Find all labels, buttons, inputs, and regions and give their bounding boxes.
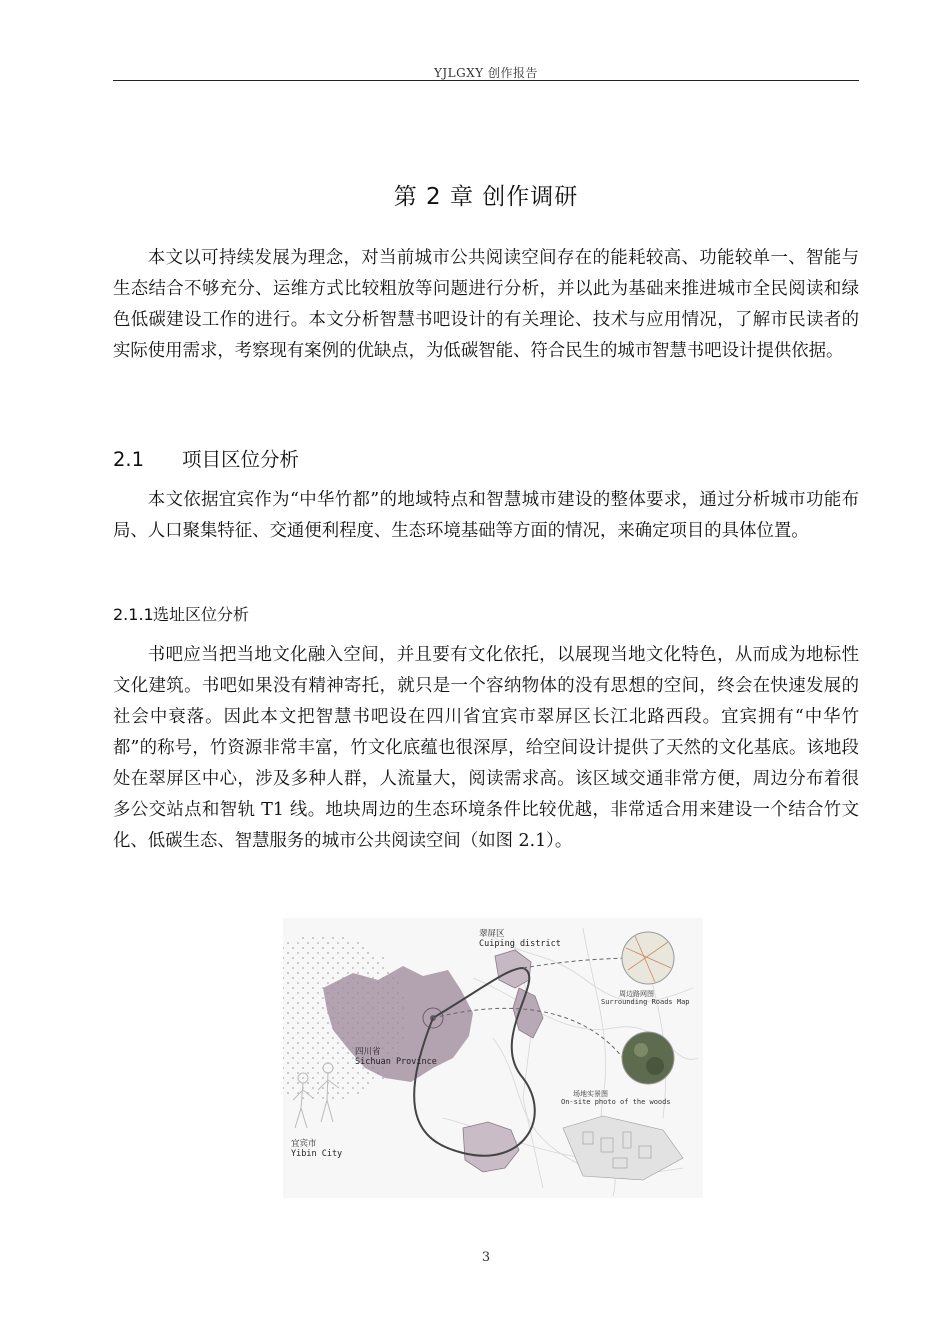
globe-dot (312, 1007, 314, 1009)
globe-dot (292, 1007, 294, 1009)
globe-dot (337, 942, 339, 944)
globe-dot (312, 967, 314, 969)
globe-dot (372, 967, 374, 969)
globe-dot (292, 1087, 294, 1089)
intro-paragraph: 本文以可持续发展为理念，对当前城市公共阅读空间存在的能耗较高、功能较单一、智能与生态结合不够充分、运维方式比较粗放等问题进行分析，并以此为基础来推进城市全民阅读和绿色低碳建设工作的进行。本文分析智慧书吧设计的有关理论、技术与应用情况，了解市民读者的实际使用需求，考察现有案例的优缺点，为低碳智能、符合民生的城市智慧书吧设计提供依据。 (113, 248, 859, 361)
label-roads-en: Surrounding Roads Map (601, 998, 690, 1006)
globe-dot (367, 952, 369, 954)
globe-dot (307, 992, 309, 994)
globe-dot (357, 952, 359, 954)
globe-dot (297, 1072, 299, 1074)
globe-dot (312, 947, 314, 949)
globe-dot (332, 1047, 334, 1049)
globe-dot (287, 1062, 289, 1064)
globe-dot (297, 972, 299, 974)
globe-dot (292, 997, 294, 999)
globe-dot (317, 972, 319, 974)
globe-dot (292, 1077, 294, 1079)
globe-dot (337, 1042, 339, 1044)
globe-dot (327, 1042, 329, 1044)
globe-dot (312, 1047, 314, 1049)
globe-dot (322, 1087, 324, 1089)
globe-dot (347, 972, 349, 974)
globe-dot (302, 1057, 304, 1059)
globe-dot (307, 1042, 309, 1044)
globe-dot (327, 942, 329, 944)
label-sichuan-cn: 四川省 (355, 1047, 381, 1057)
globe-dot (332, 937, 334, 939)
globe-dot (337, 972, 339, 974)
globe-dot (362, 1087, 364, 1089)
globe-dot (317, 1032, 319, 1034)
globe-dot (357, 1072, 359, 1074)
globe-dot (317, 1042, 319, 1044)
globe-dot (317, 992, 319, 994)
globe-dot (327, 1032, 329, 1034)
globe-dot (367, 1082, 369, 1084)
label-yibin-en: Yibin City (291, 1149, 343, 1159)
globe-dot (297, 1042, 299, 1044)
globe-dot (342, 1067, 344, 1069)
globe-dot (317, 952, 319, 954)
globe-dot (307, 1012, 309, 1014)
globe-dot (327, 1022, 329, 1024)
globe-dot (367, 962, 369, 964)
globe-dot (322, 1017, 324, 1019)
globe-dot (362, 967, 364, 969)
globe-dot (327, 972, 329, 974)
globe-dot (287, 1032, 289, 1034)
globe-dot (287, 962, 289, 964)
globe-dot (352, 1077, 354, 1079)
label-cuiping-en: Cuiping district (479, 939, 561, 949)
globe-dot (297, 962, 299, 964)
globe-dot (382, 967, 384, 969)
globe-dot (317, 1002, 319, 1004)
globe-dot (287, 1052, 289, 1054)
globe-dot (342, 967, 344, 969)
globe-dot (377, 962, 379, 964)
subsection-heading (113, 602, 249, 625)
label-site-en: On-site photo of the woods (561, 1098, 671, 1106)
globe-dot (292, 947, 294, 949)
globe-dot (347, 1092, 349, 1094)
site-photo-tree (634, 1043, 648, 1057)
globe-dot (287, 982, 289, 984)
globe-dot (292, 1017, 294, 1019)
globe-dot (332, 977, 334, 979)
globe-dot (337, 962, 339, 964)
globe-dot (287, 1072, 289, 1074)
globe-dot (322, 957, 324, 959)
globe-dot (337, 1082, 339, 1084)
page-number: 3 (481, 1250, 491, 1265)
globe-dot (307, 1072, 309, 1074)
globe-dot (387, 972, 389, 974)
globe-dot (322, 937, 324, 939)
globe-dot (362, 1067, 364, 1069)
section-paragraph: 本文依据宜宾作为“中华竹都”的地域特点和智慧城市建设的整体要求，通过分析城市功能布局、人口聚集特征、交通便利程度、生态环境基础等方面的情况，来确定项目的具体位置。 (113, 490, 859, 541)
globe-dot (317, 942, 319, 944)
globe-dot (307, 942, 309, 944)
globe-dot (367, 972, 369, 974)
globe-dot (332, 1097, 334, 1099)
globe-dot (287, 1002, 289, 1004)
globe-dot (302, 987, 304, 989)
globe-dot (337, 1072, 339, 1074)
globe-dot (307, 1002, 309, 1004)
globe-dot (297, 1002, 299, 1004)
globe-dot (302, 1047, 304, 1049)
chapter-title: 第 2 章 创作调研 (393, 184, 579, 210)
globe-dot (317, 1052, 319, 1054)
globe-dot (357, 1092, 359, 1094)
globe-dot (362, 947, 364, 949)
globe-dot (322, 1077, 324, 1079)
globe-dot (347, 1082, 349, 1084)
running-header: YJLGXY 创作报告 (433, 66, 539, 80)
globe-dot (292, 967, 294, 969)
site-photo-inset (622, 1032, 674, 1084)
globe-dot (307, 1062, 309, 1064)
globe-dot (297, 982, 299, 984)
globe-dot (347, 1052, 349, 1054)
globe-dot (367, 1072, 369, 1074)
globe-dot (302, 1007, 304, 1009)
globe-dot (342, 1047, 344, 1049)
globe-dot (317, 1092, 319, 1094)
globe-dot (327, 1052, 329, 1054)
location-map-illustration (283, 918, 703, 1198)
globe-dot (307, 982, 309, 984)
globe-dot (302, 997, 304, 999)
globe-dot (307, 952, 309, 954)
globe-dot (317, 1062, 319, 1064)
globe-dot (357, 942, 359, 944)
globe-dot (297, 1022, 299, 1024)
globe-dot (292, 987, 294, 989)
globe-dot (307, 972, 309, 974)
globe-dot (297, 1032, 299, 1034)
globe-dot (302, 967, 304, 969)
globe-dot (327, 962, 329, 964)
globe-dot (347, 962, 349, 964)
section-title: 项目区位分析 (182, 448, 300, 471)
globe-dot (332, 1087, 334, 1089)
globe-dot (322, 1027, 324, 1029)
globe-dot (292, 1067, 294, 1069)
globe-dot (287, 1042, 289, 1044)
globe-dot (352, 947, 354, 949)
globe-dot (322, 947, 324, 949)
header-rule (113, 80, 859, 81)
globe-dot (317, 1012, 319, 1014)
globe-dot (317, 1082, 319, 1084)
globe-dot (307, 962, 309, 964)
location-analysis-figure (283, 918, 703, 1198)
globe-dot (332, 1037, 334, 1039)
globe-dot (337, 1052, 339, 1054)
globe-dot (287, 992, 289, 994)
globe-dot (302, 1037, 304, 1039)
globe-dot (352, 957, 354, 959)
label-yibin-cn: 宜宾市 (291, 1139, 317, 1149)
globe-dot (292, 1037, 294, 1039)
globe-dot (292, 1057, 294, 1059)
globe-dot (302, 957, 304, 959)
globe-dot (302, 1077, 304, 1079)
globe-dot (347, 952, 349, 954)
globe-dot (322, 997, 324, 999)
globe-dot (297, 1052, 299, 1054)
globe-dot (342, 957, 344, 959)
globe-dot (312, 1027, 314, 1029)
globe-dot (357, 962, 359, 964)
globe-dot (322, 967, 324, 969)
globe-dot (312, 1057, 314, 1059)
globe-dot (337, 1062, 339, 1064)
globe-dot (312, 1087, 314, 1089)
globe-dot (302, 1017, 304, 1019)
globe-dot (312, 937, 314, 939)
globe-dot (287, 972, 289, 974)
globe-dot (347, 1072, 349, 1074)
globe-dot (312, 997, 314, 999)
globe-dot (297, 992, 299, 994)
globe-dot (357, 1082, 359, 1084)
globe-dot (292, 957, 294, 959)
globe-dot (332, 1077, 334, 1079)
globe-dot (297, 952, 299, 954)
subsection-title: 选址区位分析 (153, 605, 250, 624)
globe-dot (297, 942, 299, 944)
globe-dot (337, 952, 339, 954)
globe-dot (302, 1027, 304, 1029)
globe-dot (322, 1057, 324, 1059)
globe-dot (287, 952, 289, 954)
globe-dot (292, 1047, 294, 1049)
globe-dot (332, 957, 334, 959)
globe-dot (297, 1082, 299, 1084)
globe-dot (287, 1092, 289, 1094)
globe-dot (287, 1082, 289, 1084)
globe-dot (322, 1007, 324, 1009)
globe-dot (352, 967, 354, 969)
globe-dot (352, 1087, 354, 1089)
globe-dot (302, 1067, 304, 1069)
globe-dot (342, 1097, 344, 1099)
globe-dot (362, 1077, 364, 1079)
section-number: 2.1 (113, 448, 145, 471)
globe-dot (312, 1077, 314, 1079)
globe-dot (342, 1087, 344, 1089)
globe-dot (312, 987, 314, 989)
globe-dot (337, 1092, 339, 1094)
globe-dot (307, 1052, 309, 1054)
globe-dot (287, 1022, 289, 1024)
globe-dot (297, 1062, 299, 1064)
globe-dot (307, 1032, 309, 1034)
site-photo-tree-2 (646, 1057, 664, 1075)
globe-dot (342, 937, 344, 939)
globe-dot (377, 972, 379, 974)
globe-dot (332, 947, 334, 949)
label-sichuan-en: Sichuan Province (355, 1057, 437, 1067)
globe-dot (322, 977, 324, 979)
globe-dot (312, 957, 314, 959)
label-site-cn: 场地实景图 (573, 1090, 608, 1098)
globe-dot (352, 1057, 354, 1059)
globe-dot (317, 1022, 319, 1024)
globe-dot (342, 1077, 344, 1079)
globe-dot (317, 1072, 319, 1074)
globe-dot (312, 977, 314, 979)
globe-dot (292, 1027, 294, 1029)
globe-dot (312, 1037, 314, 1039)
label-cuiping-cn: 翠屏区 (479, 929, 505, 939)
globe-dot (322, 1047, 324, 1049)
globe-dot (312, 1067, 314, 1069)
globe-dot (327, 952, 329, 954)
globe-dot (297, 1012, 299, 1014)
globe-dot (302, 937, 304, 939)
globe-dot (342, 1057, 344, 1059)
globe-dot (327, 982, 329, 984)
globe-dot (342, 947, 344, 949)
globe-dot (347, 942, 349, 944)
globe-dot (372, 1077, 374, 1079)
globe-dot (292, 977, 294, 979)
globe-dot (357, 972, 359, 974)
subsection-number: 2.1.1 (113, 605, 154, 624)
globe-dot (347, 1062, 349, 1064)
globe-dot (287, 942, 289, 944)
globe-dot (287, 1012, 289, 1014)
globe-dot (317, 962, 319, 964)
globe-dot (332, 967, 334, 969)
subsection-paragraph: 书吧应当把当地文化融入空间，并且要有文化依托，以展现当地文化特色，从而成为地标性文化建筑。书吧如果没有精神寄托，就只是一个容纳物体的没有思想的空间，终会在快速发展的社会中衰落。因此本文把智慧书吧设在四川省宜宾市翠屏区长江北路西段。宜宾拥有“中华竹都”的称号，竹资源非常丰富，竹文化底蕴也很深厚，给空间设计提供了天然的文化基底。该地段处在翠屏区中心，涉及多种人群，人流量大，阅读需求高。该区域交通非常方便，周边分布着很多公交站点和智轨 T1 线。地块周边的生态环境条件比较优越，非常适合用来建设一个结合竹文化、低碳生态、智慧服务的城市公共阅读空间（如图 2.1）。 (113, 645, 859, 851)
globe-dot (352, 1067, 354, 1069)
section-heading (113, 444, 299, 472)
globe-dot (362, 957, 364, 959)
globe-dot (317, 982, 319, 984)
label-roads-cn: 周边路网图 (619, 990, 654, 998)
globe-dot (307, 1082, 309, 1084)
globe-dot (302, 977, 304, 979)
globe-dot (307, 1022, 309, 1024)
globe-dot (332, 1057, 334, 1059)
globe-dot (322, 1037, 324, 1039)
globe-dot (372, 957, 374, 959)
globe-dot (382, 957, 384, 959)
globe-dot (302, 947, 304, 949)
globe-dot (322, 1097, 324, 1099)
globe-dot (312, 1017, 314, 1019)
